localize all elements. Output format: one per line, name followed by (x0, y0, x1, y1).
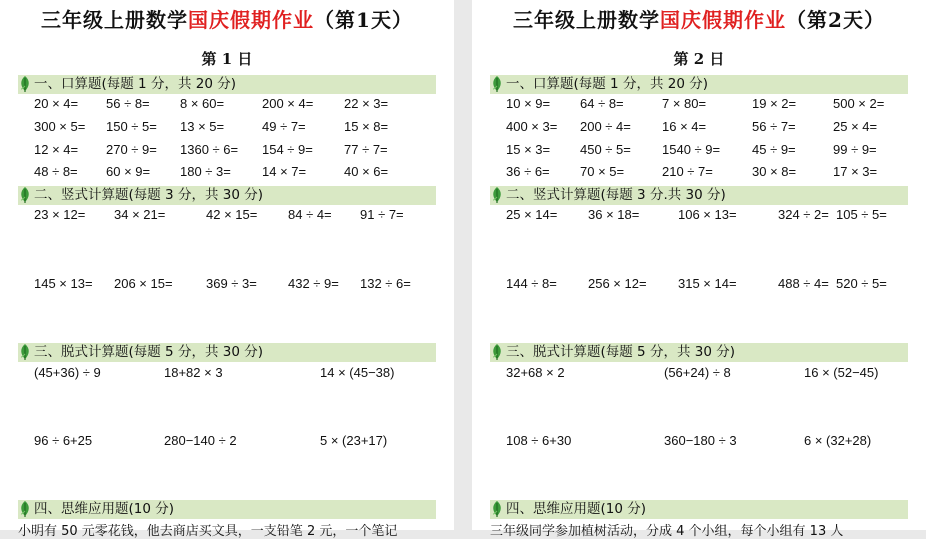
problem: 15 × 8= (344, 119, 389, 134)
section-heading: 二、竖式计算题(每题 3 分，共 30 分) (34, 187, 263, 203)
title-holiday: 国庆假期作业 (660, 8, 787, 32)
problem: 36 ÷ 6= (506, 164, 550, 179)
leaf-icon (18, 75, 34, 94)
day-label: 第 2 日 (673, 50, 725, 68)
problem: 25 × 14= (506, 207, 558, 222)
problem: 40 × 6= (344, 164, 389, 179)
oral-row (18, 142, 438, 162)
problem: 488 ÷ 4= (778, 276, 829, 291)
section-heading: 一、口算题(每题 1 分，共 20 分) (506, 76, 708, 92)
problem: 77 ÷ 7= (344, 142, 388, 157)
problem: 500 × 2= (833, 96, 885, 111)
worksheet-page-day2 (472, 0, 926, 539)
leaf-icon (490, 186, 506, 205)
problem: 132 ÷ 6= (360, 276, 411, 291)
section-oral-header (18, 75, 436, 94)
leaf-icon (490, 343, 506, 362)
section-heading: 四、思维应用题(10 分) (506, 501, 647, 517)
problem: 300 × 5= (34, 119, 86, 134)
title-day-number: （第1天） (314, 8, 413, 32)
problem: 210 ÷ 7= (662, 164, 713, 179)
vertical-row (490, 276, 910, 296)
problem: 315 × 14= (678, 276, 737, 291)
problem: 17 × 3= (833, 164, 878, 179)
problem: (56+24) ÷ 8 (664, 365, 731, 380)
problem: 22 × 3= (344, 96, 389, 111)
problem: 324 ÷ 2= (778, 207, 829, 222)
problem: 369 ÷ 3= (206, 276, 257, 291)
problem: 7 × 80= (662, 96, 707, 111)
word-problem-text: 三年级同学参加植树活动，分成 4 个小组，每个小组有 13 人 (490, 524, 844, 539)
vertical-row (18, 276, 438, 296)
problem: 84 ÷ 4= (288, 207, 332, 222)
problem: 400 × 3= (506, 119, 558, 134)
oral-row (490, 164, 910, 184)
problem: 14 × (45−38) (320, 365, 395, 380)
title-day-number: （第2天） (786, 8, 885, 32)
oral-row (18, 96, 438, 116)
section-heading: 一、口算题(每题 1 分，共 20 分) (34, 76, 236, 92)
problem: 25 × 4= (833, 119, 878, 134)
problem: 432 ÷ 9= (288, 276, 339, 291)
section-word-problem-header (18, 500, 436, 519)
leaf-icon (18, 343, 34, 362)
problem: 154 ÷ 9= (262, 142, 313, 157)
problem: 150 ÷ 5= (106, 119, 157, 134)
day-label: 第 1 日 (201, 50, 253, 68)
problem: 15 × 3= (506, 142, 551, 157)
section-vertical-header (490, 186, 908, 205)
problem: 1360 ÷ 6= (180, 142, 239, 157)
problem: 70 × 5= (580, 164, 625, 179)
problem: 105 ÷ 5= (836, 207, 887, 222)
problem: 64 ÷ 8= (580, 96, 624, 111)
problem: 10 × 9= (506, 96, 551, 111)
oral-row (18, 119, 438, 139)
problem: 520 ÷ 5= (836, 276, 887, 291)
problem: 6 × (32+28) (804, 433, 872, 448)
leaf-icon (490, 75, 506, 94)
worksheet-title (472, 4, 926, 33)
mixed-row (490, 365, 910, 385)
mixed-row (18, 433, 438, 453)
problem: 450 ÷ 5= (580, 142, 631, 157)
leaf-icon (490, 500, 506, 519)
problem: 12 × 4= (34, 142, 79, 157)
problem: 19 × 2= (752, 96, 797, 111)
vertical-row (18, 207, 438, 227)
oral-row (490, 96, 910, 116)
oral-row (490, 142, 910, 162)
section-heading: 三、脱式计算题(每题 5 分，共 30 分) (506, 344, 735, 360)
problem: 144 ÷ 8= (506, 276, 557, 291)
title-grade: 三年级上册数学 (513, 8, 661, 32)
problem: 14 × 7= (262, 164, 307, 179)
section-mixed-header (18, 343, 436, 362)
leaf-icon (18, 500, 34, 519)
problem: 56 ÷ 7= (752, 119, 796, 134)
problem: 108 ÷ 6+30 (506, 433, 572, 448)
oral-row (18, 164, 438, 184)
problem: 45 ÷ 9= (752, 142, 796, 157)
title-holiday: 国庆假期作业 (188, 8, 315, 32)
mixed-row (490, 433, 910, 453)
section-mixed-header (490, 343, 908, 362)
problem: 49 ÷ 7= (262, 119, 306, 134)
problem: 270 ÷ 9= (106, 142, 157, 157)
problem: 32+68 × 2 (506, 365, 565, 380)
problem: 20 × 4= (34, 96, 79, 111)
problem: (45+36) ÷ 9 (34, 365, 101, 380)
problem: 106 × 13= (678, 207, 737, 222)
problem: 16 × 4= (662, 119, 707, 134)
problem: 256 × 12= (588, 276, 647, 291)
problem: 18+82 × 3 (164, 365, 223, 380)
problem: 36 × 18= (588, 207, 640, 222)
section-heading: 四、思维应用题(10 分) (34, 501, 175, 517)
worksheet-page-day1 (0, 0, 454, 539)
problem: 13 × 5= (180, 119, 225, 134)
problem: 1540 ÷ 9= (662, 142, 721, 157)
problem: 23 × 12= (34, 207, 86, 222)
problem: 280−140 ÷ 2 (164, 433, 237, 448)
problem: 5 × (23+17) (320, 433, 388, 448)
problem: 16 × (52−45) (804, 365, 879, 380)
mixed-row (18, 365, 438, 385)
section-word-problem-header (490, 500, 908, 519)
leaf-icon (18, 186, 34, 205)
problem: 360−180 ÷ 3 (664, 433, 737, 448)
problem: 56 ÷ 8= (106, 96, 150, 111)
title-grade: 三年级上册数学 (41, 8, 189, 32)
problem: 60 × 9= (106, 164, 151, 179)
section-oral-header (490, 75, 908, 94)
problem: 206 × 15= (114, 276, 173, 291)
problem: 145 × 13= (34, 276, 93, 291)
problem: 96 ÷ 6+25 (34, 433, 93, 448)
problem: 30 × 8= (752, 164, 797, 179)
problem: 42 × 15= (206, 207, 258, 222)
problem: 200 ÷ 4= (580, 119, 631, 134)
problem: 180 ÷ 3= (180, 164, 231, 179)
problem: 91 ÷ 7= (360, 207, 404, 222)
problem: 34 × 21= (114, 207, 166, 222)
section-heading: 二、竖式计算题(每题 3 分.共 30 分) (506, 187, 726, 203)
oral-row (490, 119, 910, 139)
problem: 8 × 60= (180, 96, 225, 111)
problem: 99 ÷ 9= (833, 142, 877, 157)
vertical-row (490, 207, 910, 227)
section-heading: 三、脱式计算题(每题 5 分，共 30 分) (34, 344, 263, 360)
worksheet-title (0, 4, 454, 33)
problem: 48 ÷ 8= (34, 164, 78, 179)
word-problem-text: 小明有 50 元零花钱，他去商店买文具，一支铅笔 2 元，一个笔记 (18, 524, 398, 539)
section-vertical-header (18, 186, 436, 205)
problem: 200 × 4= (262, 96, 314, 111)
